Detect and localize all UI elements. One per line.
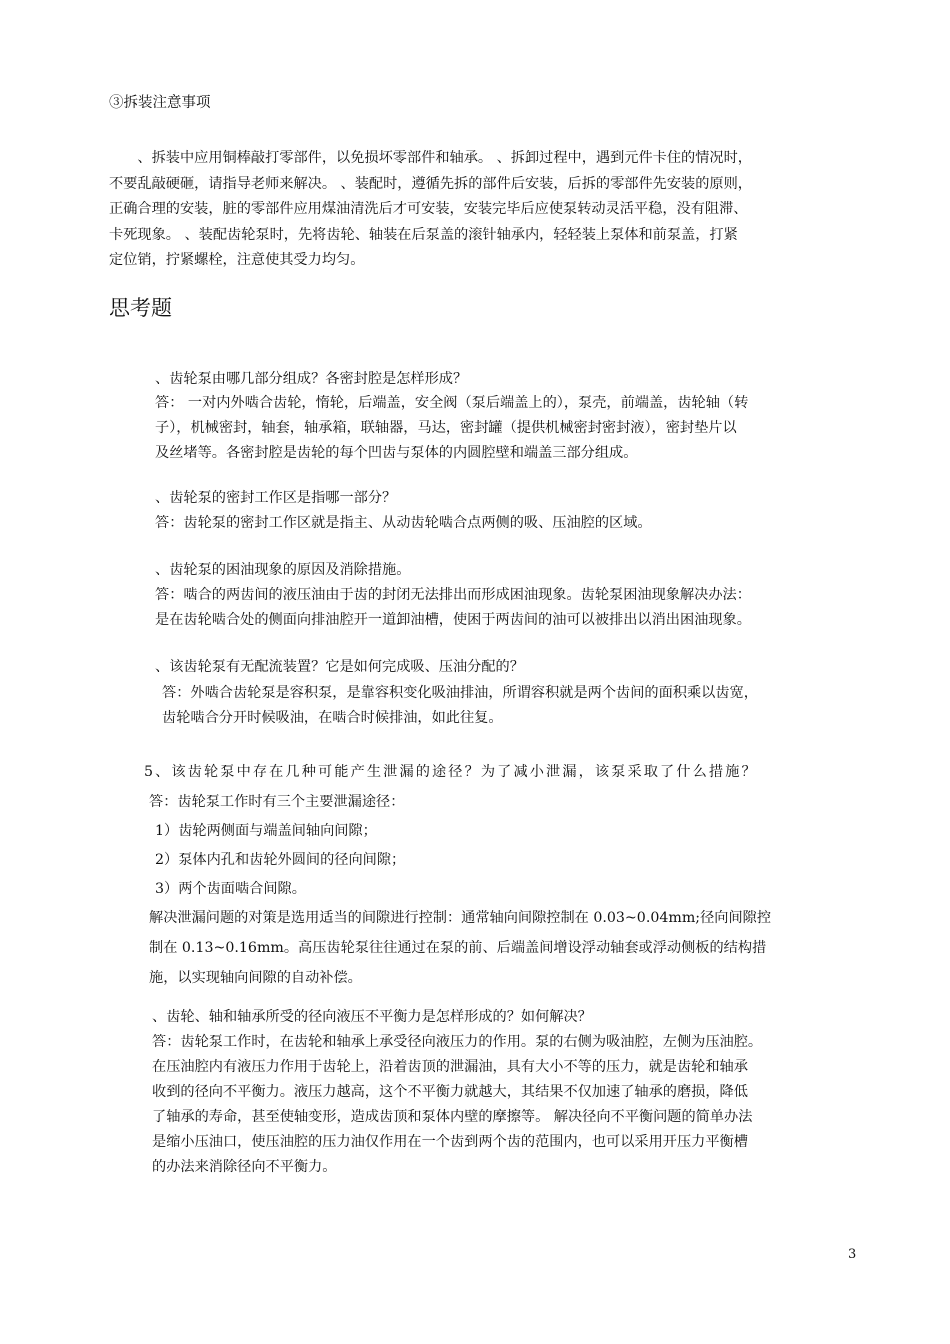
page-number: 3 [848, 1247, 857, 1262]
leak-path-item: 2）泵体内孔和齿轮外圆间的径向间隙； [155, 852, 406, 868]
question-text: 、齿轮、轴和轴承所受的径向液压不平衡力是怎样形成的？如何解决？ [152, 1009, 592, 1025]
answer-6 [152, 1030, 762, 1180]
solution-line: 制在 0.13~0.16mm。高压齿轮泵往往通过在泵的前、后端盖间增设浮动轴套或浮动侧板的结构措 [149, 940, 767, 956]
answer-line: 在压油腔内有液压力作用于齿轮上，沿着齿顶的泄漏油，具有大小不等的压力，就是齿轮和轴承 [152, 1059, 748, 1075]
answer-1 [155, 391, 748, 466]
notes-line: 、拆装中应用铜棒敲打零部件，以免损坏零部件和轴承。 、拆卸过程中，遇到元件卡住的情况时， [109, 150, 752, 166]
question-text: 、该齿轮泵有无配流装置？它是如何完成吸、压油分配的？ [155, 659, 524, 675]
notes-line: 正确合理的安装，脏的零部件应用煤油清洗后才可安装，安装完毕后应使泵转动灵活平稳，没有阻滞、 [109, 201, 748, 217]
answer-line: 答：齿轮泵的密封工作区就是指主、从动齿轮啮合点两侧的吸、压油腔的区域。 [155, 515, 652, 531]
answer-line: 答：啮合的两齿间的液压油由于齿的封闭无法排出而形成困油现象。齿轮泵困油现象解决办法： [155, 587, 751, 603]
notes-line: 不要乱敲硬砸，请指导老师来解决。 、装配时，遵循先拆的部件后安装，后拆的零部件先安装的原则， [109, 175, 752, 192]
question-3 [155, 558, 751, 633]
answer-line: 是在齿轮啮合处的侧面向排油腔开一道卸油槽，使困于两齿间的油可以被排出以消出困油现象。 [155, 612, 751, 628]
question-1 [155, 367, 467, 392]
section-heading: 思考题 [109, 296, 172, 320]
leak-path-item: 3）两个齿面啮合间隙。 [155, 881, 306, 897]
question-6 [152, 1005, 592, 1030]
solution-line: 解决泄漏问题的对策是选用适当的间隙进行控制：通常轴向间隙控制在 0.03~0.04mm;径向间隙控 [149, 910, 772, 926]
section-label-text: ③拆装注意事项 [109, 95, 211, 111]
question-text: 5、该齿轮泵中存在几种可能产生泄漏的途径？为了减小泄漏，该泵采取了什么措施？ [144, 764, 758, 780]
solution-paragraph [149, 903, 771, 993]
solution-line: 施，以实现轴向间隙的自动补偿。 [149, 970, 362, 986]
answer-line: 收到的径向不平衡力。液压力越高，这个不平衡力就越大，其结果不仅加速了轴承的磨损，降低 [152, 1084, 748, 1100]
answer-intro: 答：齿轮泵工作时有三个主要泄漏途径： [149, 794, 405, 810]
notes-paragraph [109, 146, 752, 274]
answer-4 [162, 681, 758, 731]
notes-line: 定位销，拧紧螺栓，注意使其受力均匀。 [109, 252, 365, 268]
leak-path-item: 1）齿轮两侧面与端盖间轴向间隙； [155, 823, 377, 839]
question-4 [155, 655, 524, 680]
answer-line: 子），机械密封，轴套，轴承箱，联轴器，马达，密封罐（提供机械密封密封液），密封垫片以 [155, 420, 737, 436]
question-text: 、齿轮泵的密封工作区是指哪一部分？ [155, 490, 397, 506]
answer-line: 答：齿轮泵工作时，在齿轮和轴承上承受径向液压力的作用。泵的右侧为吸油腔，左侧为压油腔。 [152, 1034, 763, 1050]
answer-line: 齿轮啮合分开时候吸油，在啮合时候排油，如此往复。 [162, 710, 503, 726]
question-5 [144, 760, 758, 785]
notes-line: 卡死现象。 、装配齿轮泵时，先将齿轮、轴装在后泵盖的滚针轴承内，轻轻装上泵体和前泵盖，打紧 [109, 226, 738, 243]
question-2 [155, 486, 652, 536]
answer-line: 的办法来消除径向不平衡力。 [152, 1159, 337, 1175]
section-label [109, 91, 211, 116]
question-text: 、齿轮泵的困油现象的原因及消除措施。 [155, 562, 411, 578]
answer-line: 是缩小压油口，使压油腔的压力油仅作用在一个齿到两个齿的范围内，也可以采用开压力平衡槽 [152, 1134, 748, 1150]
answer-line: 及丝堵等。各密封腔是齿轮的每个凹齿与泵体的内圆腔壁和端盖三部分组成。 [155, 445, 638, 461]
answer-5 [149, 788, 405, 904]
question-text: 、齿轮泵由哪几部分组成？各密封腔是怎样形成？ [155, 371, 468, 387]
answer-line: 答： 一对内外啮合齿轮，惰轮，后端盖，安全阀（泵后端盖上的），泵壳，前端盖，齿轮轴（转 [155, 395, 749, 411]
answer-line: 答：外啮合齿轮泵是容积泵，是靠容积变化吸油排油，所谓容积就是两个齿间的面积乘以齿宽， [162, 685, 758, 701]
answer-line: 了轴承的寿命，甚至使轴变形，造成齿顶和泵体内壁的摩擦等。 解决径向不平衡问题的简单办法 [152, 1109, 753, 1125]
